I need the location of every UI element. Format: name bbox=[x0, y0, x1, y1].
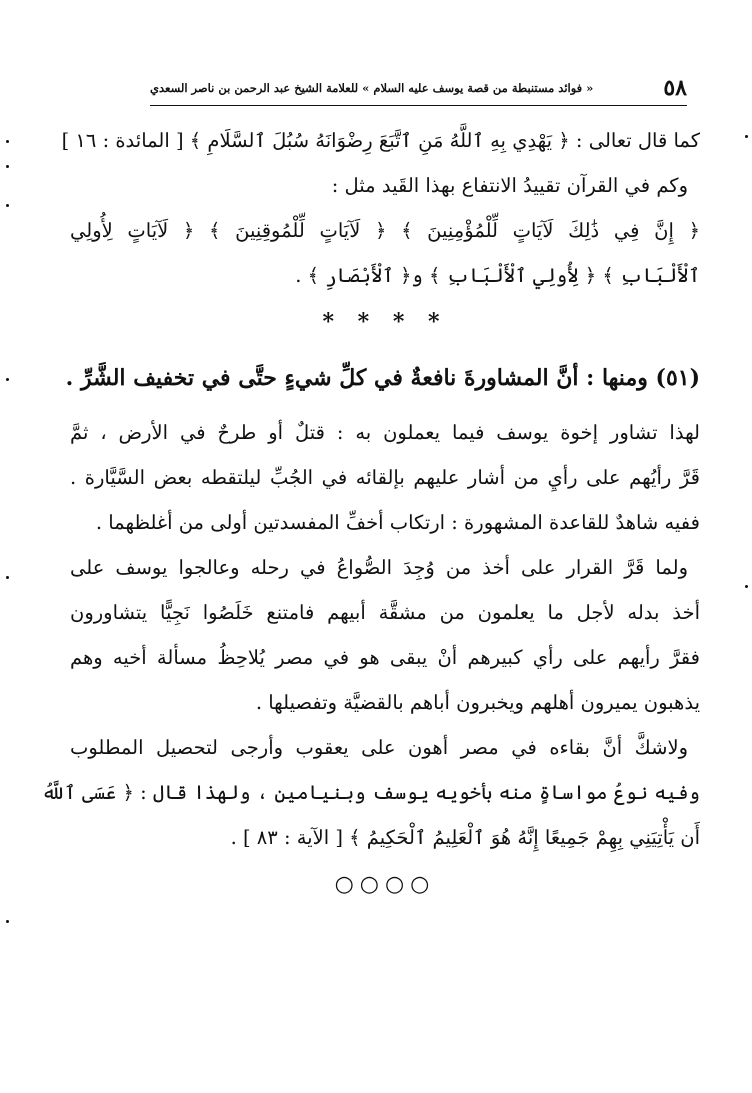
running-title: « فوائد مستنبطة من قصة يوسف عليه السلام » للعلامة الشيخ عبد الرحمن بن ناصر السعدي bbox=[150, 81, 594, 95]
paragraph-line-3: ففيه شاهدٌ للقاعدة المشهورة : ارتكاب أخفِّ المفسدتين أولى من أغلظهما . bbox=[95, 511, 700, 534]
paragraph-line-9: وفيه نوعُ مواساةٍ منه بأخويه يوسف وبنيامين ، ولهذا قال : ﴿ عَسَى ٱللَّهُ bbox=[41, 781, 700, 804]
verse-line-1: ﴿ إِنَّ فِي ذَٰلِكَ لَآيَاتٍ لِّلْمُؤْمِنِينَ ﴾ ﴿ لَآيَاتٍ لِّلْمُوقِنِينَ ﴾ ﴿ لَآيَاتٍ لِأُولِي bbox=[70, 219, 700, 242]
section-separator: * * * * bbox=[322, 309, 448, 335]
intro-line-2: وكم في القرآن تقييدُ الانتفاع بهذا القَيد مثل : bbox=[331, 174, 688, 197]
intro-line-1: كما قال تعالى : ﴿ يَهْدِي بِهِ ٱللَّهُ مَنِ ٱتَّبَعَ رِضْوَانَهُ سُبُلَ ٱلسَّلَامِ ﴾ [ المائدة : ١٦ ] bbox=[61, 129, 700, 152]
paragraph-line-7: يذهبون يميرون أهلهم ويخبرون أباهم بالقضيَّة وتفصيلها . bbox=[255, 691, 700, 714]
page-content bbox=[41, 118, 700, 910]
margin-dot bbox=[6, 576, 9, 579]
end-ornament: ○○○○ bbox=[334, 872, 436, 897]
paragraph-line-2: قَرَّ رأيُهم على رأيِ من أشار عليهم بإلقائه في الجُبِّ ليلتقطه بعض السَّيَّارة . bbox=[70, 466, 700, 489]
margin-dot bbox=[6, 140, 9, 143]
margin-dot bbox=[6, 378, 9, 381]
margin-dot bbox=[6, 165, 9, 168]
page-number: ٥٨ bbox=[663, 75, 687, 101]
page-header bbox=[150, 74, 687, 102]
paragraph-line-5: أخذ بدله لأجل ما يعلمون من مشقَّة أبيهم فامتنع خَلَصُوا نَجِيًّا يتشاورون bbox=[70, 601, 700, 624]
verse-line-2: ٱلْأَلْبَابِ ﴾ ﴿ لِأُولِي ٱلْأَلْبَابِ ﴾ و﴿ ٱلْأَبْصَارِ ﴾ . bbox=[295, 264, 700, 287]
margin-dot bbox=[6, 204, 9, 207]
paragraph-line-10: أَن يَأْتِيَنِي بِهِمْ جَمِيعًا إِنَّهُ هُوَ ٱلْعَلِيمُ ٱلْحَكِيمُ ﴾ [ الآية : ٨٣ ] . bbox=[230, 826, 700, 849]
margin-dot bbox=[6, 920, 9, 923]
margin-dot bbox=[745, 585, 748, 588]
paragraph-line-8: ولاشكَّ أنَّ بقاءه في مصر أهون على يعقوب وأرجى لتحصيل المطلوب bbox=[70, 736, 688, 759]
paragraph-line-1: لهذا تشاور إخوة يوسف فيما يعملون به : قتلٌ أو طرحٌ في الأرض ، ثمَّ bbox=[70, 421, 700, 444]
margin-dot bbox=[745, 135, 748, 138]
paragraph-line-6: فقرَّ رأيهم على رأي كبيرهم أنْ يبقى هو في مصر يُلاحِظُ مسألة أخيه وهم bbox=[70, 646, 700, 669]
paragraph-line-4: ولما قَرَّ القرار على أخذ من وُجِدَ الصُّواعُ في رحله وعالجوا يوسف على bbox=[70, 556, 688, 579]
header-rule bbox=[150, 105, 687, 106]
section-heading: (٥١) ومنها : أنَّ المشاورةَ نافعةٌ في كلِّ شيءٍ حتَّى في تخفيف الشَّرِّ . bbox=[65, 365, 700, 391]
